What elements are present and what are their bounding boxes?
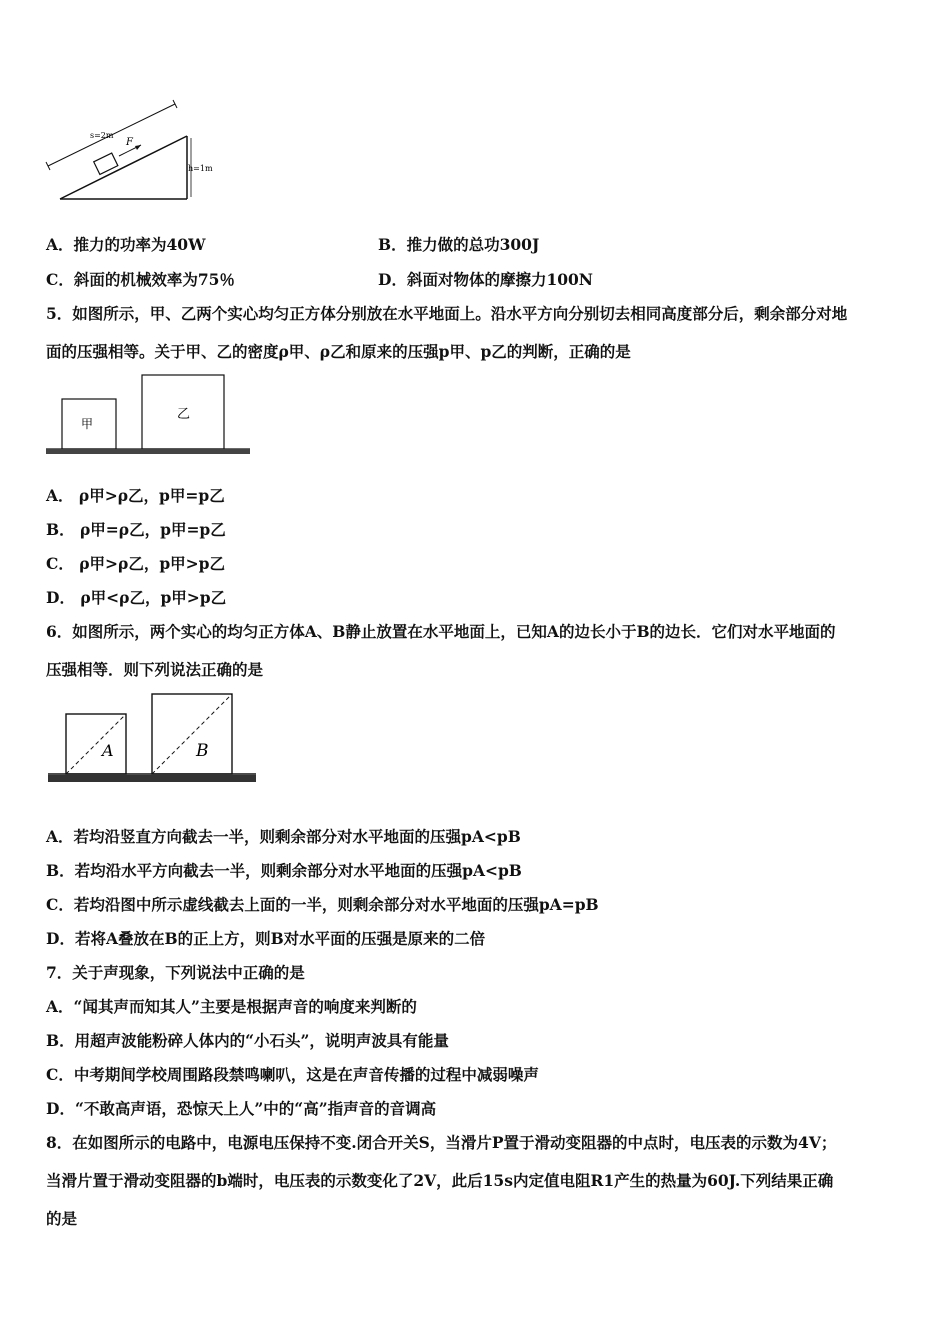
- q5-cubes-diagram: [44, 372, 254, 460]
- q7-stem: 7．关于声现象，下列说法中正确的是: [46, 963, 305, 982]
- q5-stem-line1: 5．如图所示，甲、乙两个实心均匀正方体分别放在水平地面上。沿水平方向分别切去相同高度部分后，剩余部分对地: [46, 304, 848, 323]
- q6-stem-line1: 6．如图所示，两个实心的均匀正方体A、B静止放置在水平地面上，已知A的边长小于B的边长．它们对水平地面的: [46, 622, 836, 641]
- q7-option-c: C．中考期间学校周围路段禁鸣喇叭，这是在声音传播的过程中减弱噪声: [46, 1065, 539, 1084]
- q6-cubes-figure: [46, 690, 261, 790]
- h-label: h=1m: [188, 164, 213, 173]
- q5-stem-line2: 面的压强相等。关于甲、乙的密度ρ甲、ρ乙和原来的压强p甲、p乙的判断，正确的是: [46, 342, 631, 361]
- q5-option-d: D． ρ甲<ρ乙，p甲>p乙: [46, 588, 227, 607]
- q6-option-c: C．若均沿图中所示虚线截去上面的一半，则剩余部分对水平地面的压强pA=pB: [46, 895, 599, 914]
- q8-stem-line3: 的是: [46, 1209, 78, 1228]
- q8-stem-line2: 当滑片置于滑动变阻器的b端时，电压表的示数变化了2V，此后15s内定值电阻R1产生的热量为60J.下列结果正确: [46, 1171, 834, 1190]
- q6-option-a: A．若均沿竖直方向截去一半，则剩余部分对水平地面的压强pA<pB: [46, 827, 521, 846]
- q4-option-a: A．推力的功率为40W: [46, 235, 206, 254]
- q4-option-b: B．推力做的总功300J: [378, 235, 540, 254]
- q7-option-d: D．“不敢高声语，恐惊天上人”中的“高”指声音的音调高: [46, 1099, 437, 1118]
- incline-diagram: [40, 96, 230, 206]
- q6-stem-line2: 压强相等．则下列说法正确的是: [46, 660, 264, 679]
- q8-stem-line1: 8．在如图所示的电路中，电源电压保持不变.闭合开关S，当滑片P置于滑动变阻器的中点时，电压表的示数为4V；: [46, 1133, 837, 1152]
- cube-b-label: B: [196, 741, 209, 761]
- q7-option-a: A．“闻其声而知其人”主要是根据声音的响度来判断的: [46, 997, 417, 1016]
- q5-option-b: B． ρ甲=ρ乙，p甲=p乙: [46, 520, 226, 539]
- q5-cubes-figure: [44, 372, 254, 460]
- s-label: s=2m: [90, 131, 114, 140]
- q5-option-a: A． ρ甲>ρ乙，p甲=p乙: [46, 486, 225, 505]
- cube-yi-label: 乙: [177, 407, 191, 422]
- q6-cubes-diagram: [46, 690, 261, 790]
- q7-option-b: B．用超声波能粉碎人体内的“小石头”，说明声波具有能量: [46, 1031, 449, 1050]
- q6-option-b: B．若均沿水平方向截去一半，则剩余部分对水平地面的压强pA<pB: [46, 861, 522, 880]
- q4-option-d: D．斜面对物体的摩擦力100N: [378, 270, 593, 289]
- q6-option-d: D．若将A叠放在B的正上方，则B对水平面的压强是原来的二倍: [46, 929, 486, 948]
- incline-figure: [40, 96, 230, 206]
- q5-option-c: C． ρ甲>ρ乙，p甲>p乙: [46, 554, 225, 573]
- q4-option-c: C．斜面的机械效率为75％: [46, 270, 235, 289]
- f-label: F: [126, 137, 133, 148]
- cube-a-label: A: [102, 741, 114, 760]
- cube-jia-label: 甲: [81, 417, 94, 431]
